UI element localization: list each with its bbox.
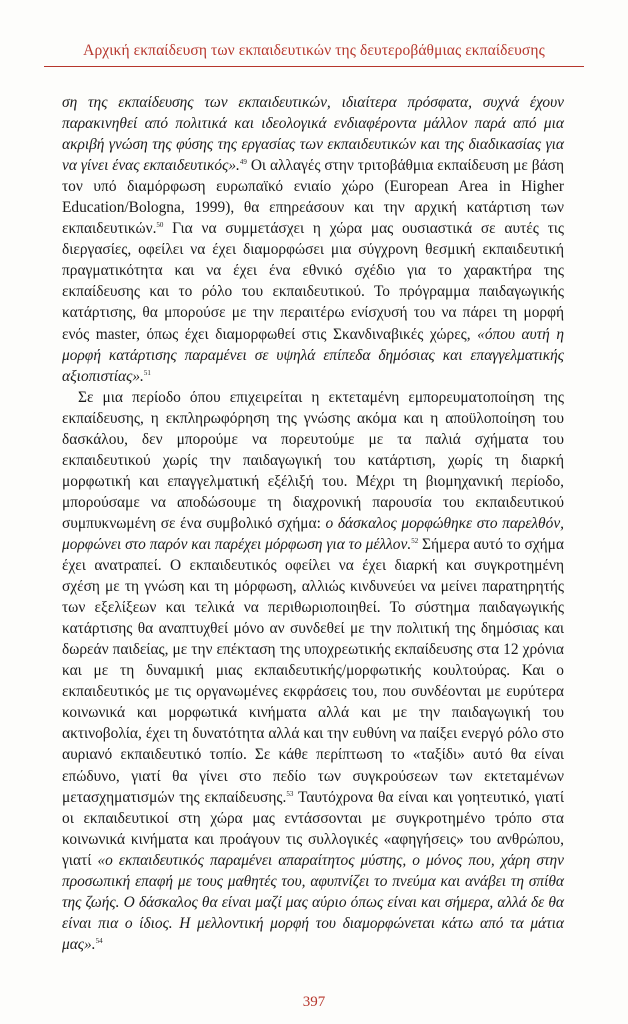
footnote-ref: 51 (143, 368, 151, 377)
footnote-ref: 50 (156, 221, 164, 230)
text-run: Σε μια περίοδο όπου επιχειρείται η εκτεταμένη εμπορευματοποίηση της εκπαίδευσης, η εκπληρωφόρηση της γνώσης ακόμα και η αποϋλοποίηση του δασκάλου, δεν μπορούμε να πορευτούμε με τα παλιά σχήματα του εκπαιδευτικού χωρίς την παιδαγωγική του κατάρτιση, χωρίς τη διαρκή μορφωτική και επαγγελματική εξέλιξή του. Μέχρι τη βιομηχανική περίοδο, μπορούσαμε να αποδώσουμε τη διαχρονική παρουσία του εκπαιδευτικού συμπυκνωμένη σε ένα συμβολικό σχήμα: (62, 388, 564, 532)
footnote-ref: 52 (411, 536, 419, 545)
body-text (62, 92, 564, 955)
quoted-text: «ο εκπαιδευτικός παραμένει απαραίτητος μύστης, ο μόνος που, χάρη στην προσωπική επαφή με τους μαθητές του, αφυπνίζει το πνεύμα και ανάβει τη σπίθα της ζωής. Ο δάσκαλος θα είναι μαζί μας αύριο όπως είναι και σήμερα, αλλά δε θα είναι πια ο ίδιος. Η μελλοντική μορφή του διαμορφώνεται κάτω από τα μάτια μας». (62, 851, 564, 953)
quoted-text: ο δάσκαλος μορφώθηκε στο παρελθόν, μορφώνει στο παρόν και παρέχει μόρφωση για το μέλλον. (62, 514, 564, 553)
header-rule (44, 66, 584, 67)
footnote-ref: 49 (239, 158, 247, 167)
page-number: 397 (302, 994, 326, 1010)
quoted-text: ση της εκπαίδευσης των εκπαιδευτικών, ιδιαίτερα πρόσφατα, συχνά έχουν παρακινηθεί από πολιτικά και ιδεολογικά ενδιαφέροντα μάλλον παρά από μια ακριβή γνώση της φύσης της εργασίας των εκπαιδευτικών και της διαδικασίας για να γίνει ένας εκπαιδευτικός». (62, 94, 564, 175)
paragraph (62, 387, 564, 955)
quoted-text: «όπου αυτή η μορφή κατάρτισης παραμένει σε υψηλά επίπεδα δημόσιας και επαγγελματικής αξιοπιστίας». (62, 325, 564, 385)
footnote-ref: 53 (286, 789, 294, 798)
text-run: Για να συμμετάσχει η χώρα μας ουσιαστικά σε αυτές τις διεργασίες, οφείλει να έχει διαμορφώσει μια σύγχρονη θεσμική εκπαιδευτική πραγματικότητα και να έχει ένα εθνικό σχέδιο για το χαρακτήρα της εκπαίδευσης και το ρόλο του εκπαιδευτικού. Το πρόγραμμα παιδαγωγικής κατάρτισης, θα μπορούσε με την περαιτέρω ενίσχυσή του να πάρει τη μορφή ενός master, όπως έχει διαμορφωθεί στις Σκανδιναβικές χώρες, (62, 220, 564, 343)
text-run: Σήμερα αυτό το σχήμα έχει ανατραπεί. Ο εκπαιδευτικός οφείλει να έχει διαρκή και συγκροτημένη σχέση με τη γνώση και τη μόρφωση, αλλιώς κινδυνεύει να μείνει παρατηρητής των εξελίξεων και τελικά να περιθωριοποιηθεί. Το σύστημα παιδαγωγικής κατάρτισης θα αναπτυχθεί μόνο αν συνδεθεί με την πολιτική της δημόσιας και δωρεάν παιδείας, με την επέκταση της υποχρεωτικής εκπαίδευσης στα 12 χρόνια και με τη δυναμική μιας εκπαιδευτικής/μορφωτικής κουλτούρας. Και ο εκπαιδευτικός με τις οργανωμένες εκφράσεις του, που συνδέονται με ευρύτερα κοινωνικά και μορφωτικά κινήματα αλλά και με την παιδαγωγική του ακτινοβολία, έχει τη δυνατότητα αλλά και την ευθύνη να παίξει ενεργό ρόλο στο αυριανό εκπαιδευτικό τοπίο. Σε κάθε περίπτωση το «ταξίδι» αυτό θα είναι επώδυνο, γιατί θα γίνει στο πεδίο των συγκρούσεων των εκτεταμένων μετασχηματισμών της εκπαίδευσης. (62, 535, 564, 806)
text-run: Ταυτόχρονα θα είναι και γοητευτικό, γιατί οι εκπαιδευτικοί στη χώρα μας εντάσσονται με συγκροτημένο τρόπο στα κοινωνικά κινήματα και προάγουν τις συλλογικές «αφηγήσεις» του ανθρώπου, γιατί (62, 788, 564, 869)
paragraph (62, 92, 564, 387)
text-run: Οι αλλαγές στην τριτοβάθμια εκπαίδευση με βάση τον υπό διαμόρφωση ευρωπαϊκό ενιαίο χώρο (European Area in Higher Education/Bologna, 1999), θα επηρεάσουν και την αρχική κατάρτιση των εκπαιδευτικών. (62, 157, 564, 238)
running-header: Αρχική εκπαίδευση των εκπαιδευτικών της δευτεροβάθμιας εκπαίδευσης (83, 42, 545, 59)
footnote-ref: 54 (95, 936, 103, 945)
